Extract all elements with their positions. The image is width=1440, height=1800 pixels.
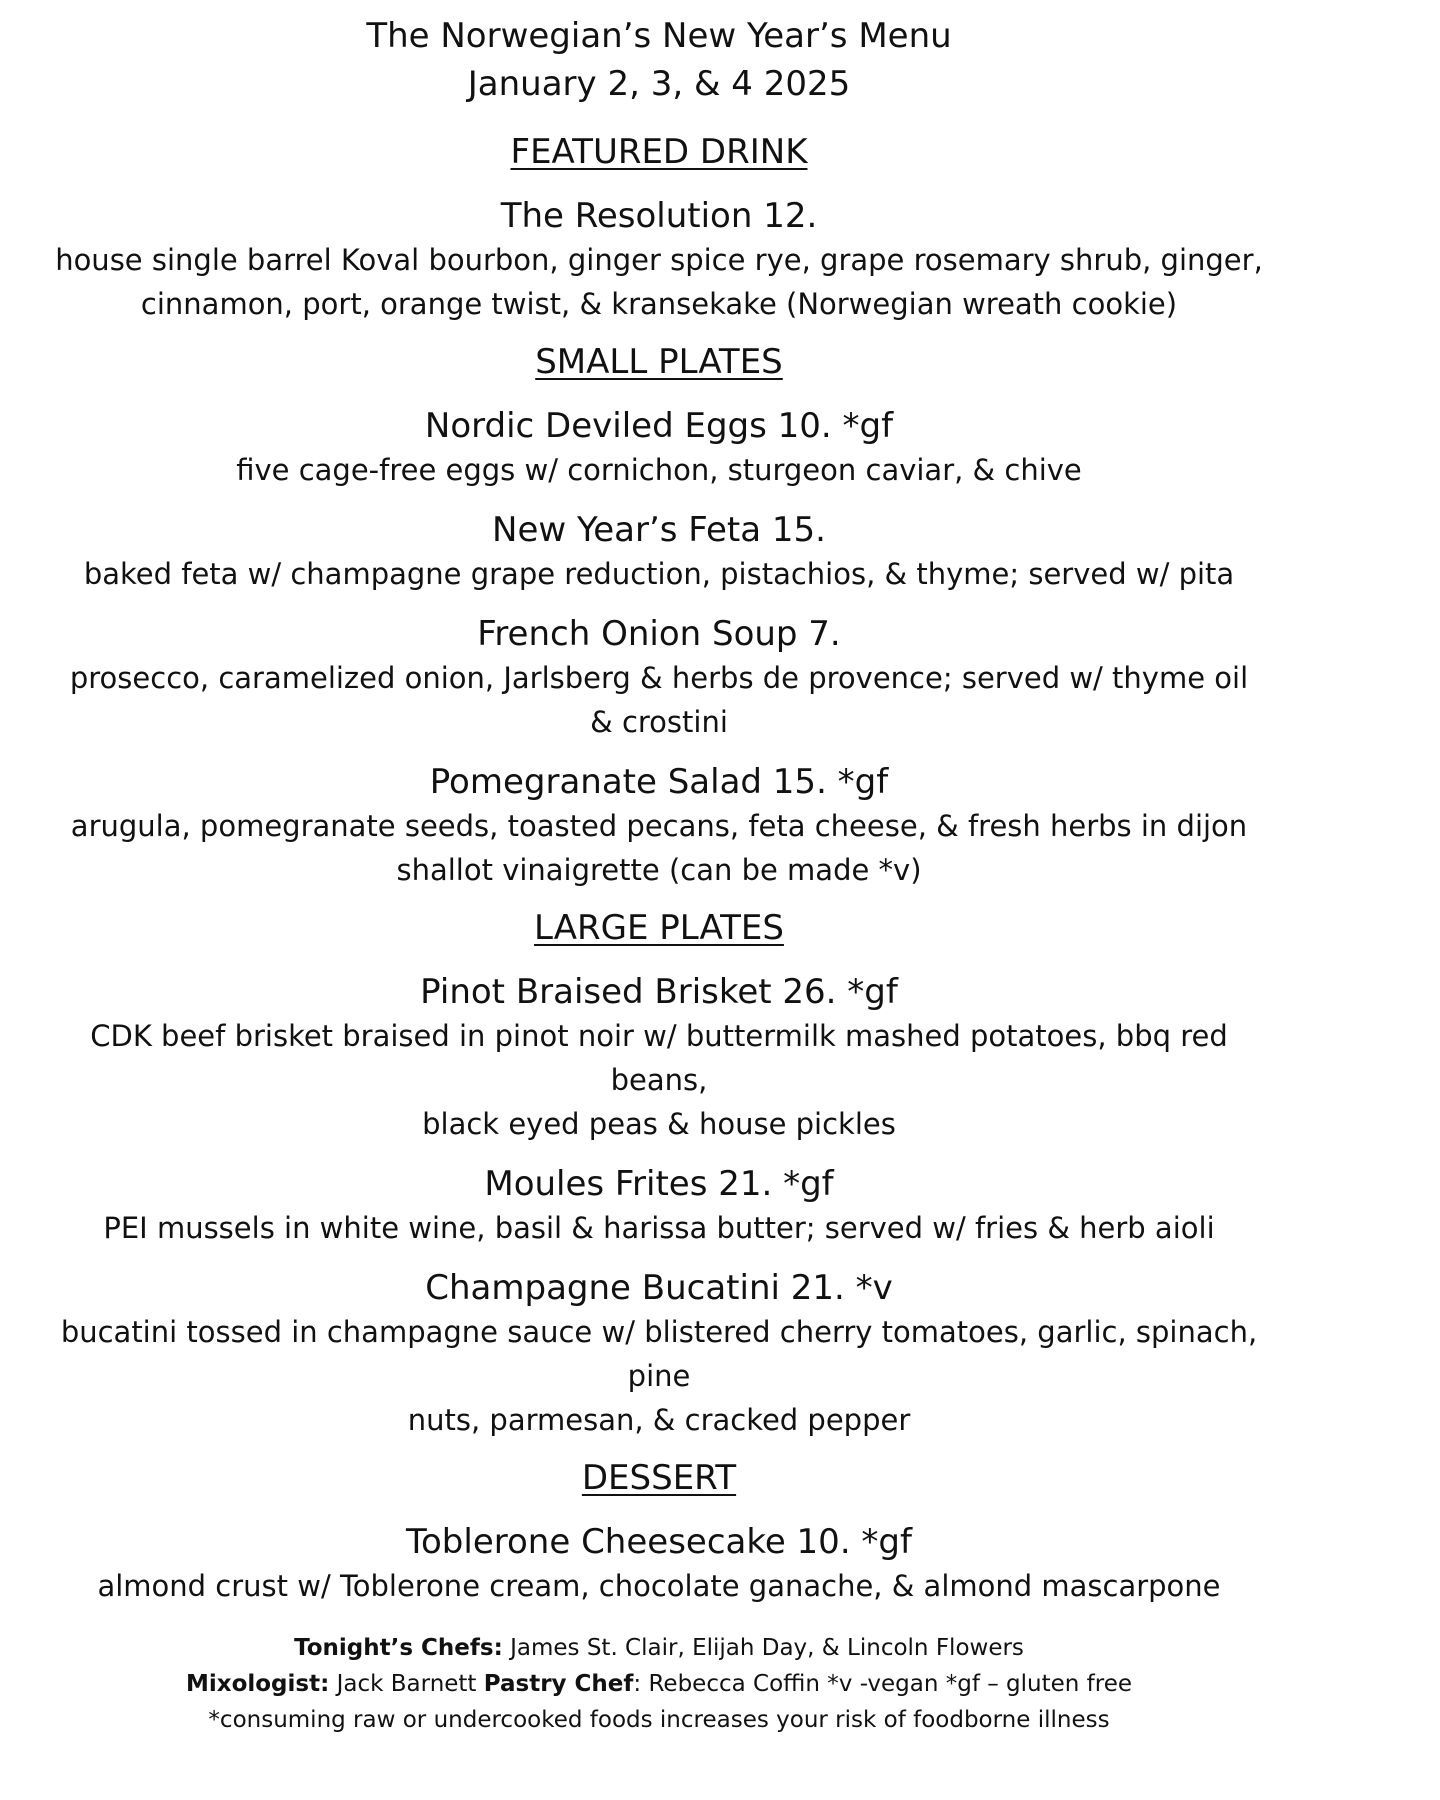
pastry-chef-label: Pastry Chef xyxy=(483,1671,634,1697)
item-name: New Year’s Feta 15. xyxy=(492,510,826,550)
disclaimer: *consuming raw or undercooked foods increases your risk of foodborne illness xyxy=(208,1707,1110,1733)
item-description: baked feta w/ champagne grape reduction, pistachios, & thyme; served w/ pita xyxy=(83,557,1235,591)
item-description: prosecco, caramelized onion, Jarlsberg & herbs de provence; served w/ thyme oil xyxy=(69,661,1249,695)
item-name: French Onion Soup 7. xyxy=(477,614,841,654)
item-description: CDK beef brisket braised in pinot noir w/ buttermilk mashed potatoes, bbq red beans, xyxy=(90,1019,1228,1097)
mixologist-label: Mixologist: xyxy=(185,1671,330,1697)
item-name: Toblerone Cheesecake 10. *gf xyxy=(406,1522,912,1562)
item-description: house single barrel Koval bourbon, ginger spice rye, grape rosemary shrub, ginger, xyxy=(55,243,1263,277)
menu-header xyxy=(0,0,1318,108)
item-description: cinnamon, port, orange twist, & kransekake (Norwegian wreath cookie) xyxy=(140,287,1178,321)
item-description: bucatini tossed in champagne sauce w/ blistered cherry tomatoes, garlic, spinach, pine xyxy=(60,1315,1258,1393)
item-description: & crostini xyxy=(590,705,728,739)
menu-footer xyxy=(0,1630,1318,1738)
menu-dates: January 2, 3, & 4 2025 xyxy=(467,64,851,104)
item-description: nuts, parmesan, & cracked pepper xyxy=(407,1403,911,1437)
item-description: shallot vinaigrette (can be made *v) xyxy=(396,853,922,887)
chefs-names: James St. Clair, Elijah Day, & Lincoln Flowers xyxy=(510,1635,1024,1661)
item-name: Pinot Braised Brisket 26. *gf xyxy=(420,972,898,1012)
section-heading-large-plates: LARGE PLATES xyxy=(534,908,784,948)
item-name: Pomegranate Salad 15. *gf xyxy=(429,762,889,802)
menu-title: The Norwegian’s New Year’s Menu xyxy=(366,16,952,56)
chefs-label: Tonight’s Chefs: xyxy=(294,1635,503,1661)
mixologist-name: Jack Barnett xyxy=(336,1671,477,1697)
section-heading-small-plates: SMALL PLATES xyxy=(535,342,783,382)
pastry-chef-name: : Rebecca Coffin *v -vegan *gf – gluten free xyxy=(633,1671,1133,1697)
item-description: almond crust w/ Toblerone cream, chocolate ganache, & almond mascarpone xyxy=(97,1569,1221,1603)
item-description: PEI mussels in white wine, basil & harissa butter; served w/ fries & herb aioli xyxy=(103,1211,1215,1245)
chefs-line xyxy=(0,1630,1318,1666)
item-description: arugula, pomegranate seeds, toasted pecans, feta cheese, & fresh herbs in dijon xyxy=(70,809,1248,843)
item-name: Nordic Deviled Eggs 10. *gf xyxy=(424,406,894,446)
item-name: Champagne Bucatini 21. *v xyxy=(425,1268,893,1308)
section-heading-dessert: DESSERT xyxy=(581,1458,737,1498)
staff-line xyxy=(0,1666,1318,1702)
item-name: Moules Frites 21. *gf xyxy=(484,1164,834,1204)
section-heading-featured: FEATURED DRINK xyxy=(510,132,808,172)
item-name: The Resolution 12. xyxy=(500,196,818,236)
item-description: five cage-free eggs w/ cornichon, sturgeon caviar, & chive xyxy=(236,453,1082,487)
item-description: black eyed peas & house pickles xyxy=(422,1107,896,1141)
